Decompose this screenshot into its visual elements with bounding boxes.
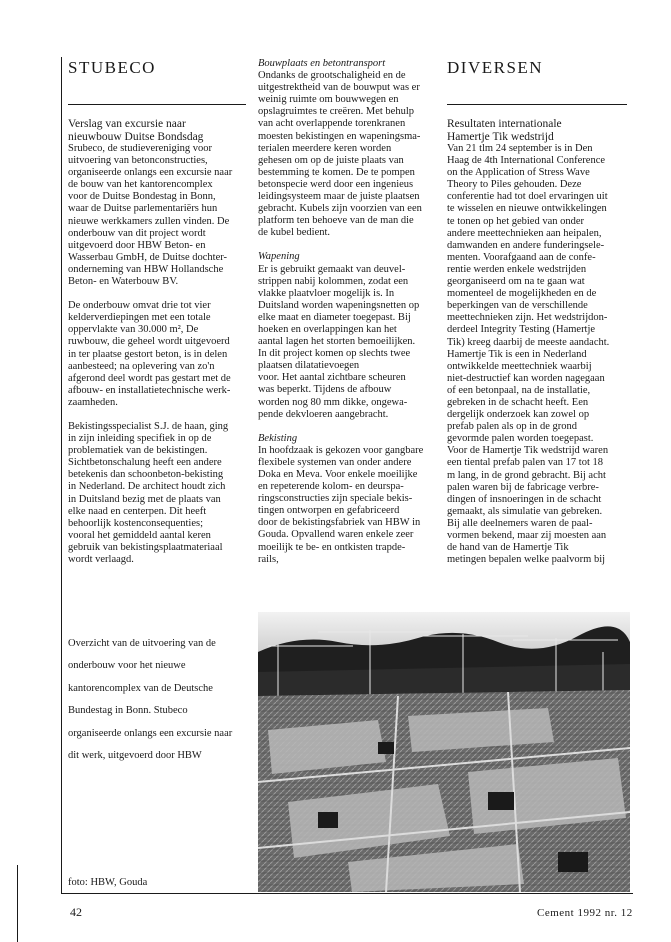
text-line: organiseerde onlangs een excursie naar bbox=[68, 727, 233, 739]
text-line: dergelijk onderzoek kan zowel op bbox=[447, 409, 590, 421]
text-line: pende dekvloeren aangebracht. bbox=[258, 408, 389, 420]
text-line: derdeel Integrity Testing (Hamertje bbox=[447, 324, 596, 336]
text-line: door de bekistingsfabriek van HBW in bbox=[258, 517, 421, 529]
text-line: voor. Het aantal zichtbare scheuren bbox=[258, 372, 406, 384]
paragraph-gap bbox=[68, 288, 253, 300]
text-line: rails, bbox=[258, 553, 279, 565]
text-line: zaamheden. bbox=[68, 396, 118, 408]
text-line: worden nog 80 mm dikke, ongewa- bbox=[258, 396, 408, 408]
text-line: menten. Voorafgaand aan de confe- bbox=[447, 251, 596, 263]
paragraph-intro bbox=[68, 143, 253, 288]
text-line: strippen nabij kolommen, zodat een bbox=[258, 275, 409, 287]
frame-bottom-line bbox=[61, 893, 633, 894]
text-line: in zijn inleiding specifiek in op de bbox=[68, 433, 212, 445]
text-line: on the Application of Stress Wave bbox=[447, 167, 590, 179]
text-line: en repeterende kolom- en deurspa- bbox=[258, 481, 404, 493]
text-line: te wisselen en nieuwe ontwikkelingen bbox=[447, 203, 607, 215]
text-line: platform ten behoeve van de man die bbox=[258, 215, 414, 227]
text-line: voor de Duitse Bondestag in Bonn, bbox=[68, 191, 216, 203]
paragraph-onderbouw bbox=[68, 300, 253, 409]
text-line: de hand van de Hamertje Tik bbox=[447, 542, 569, 554]
text-line: in Nederland. De architect houdt zich bbox=[68, 481, 226, 493]
text-line: in ter plaatse gestort beton, is in delen bbox=[68, 348, 228, 360]
column-left bbox=[68, 118, 253, 566]
text-line: ontwikkelde meettechniek waarbij bbox=[447, 360, 592, 372]
text-line: Duitsland worden wapeningsnetten op bbox=[258, 299, 420, 311]
text-line: was beperkt. Tijdens de afbouw bbox=[258, 384, 392, 396]
text-line: gemaakt, als simulatie van gebreken. bbox=[447, 505, 603, 517]
frame-left-line bbox=[61, 57, 62, 893]
text-line: opslagruimtes te creëren. Met behulp bbox=[258, 106, 414, 118]
text-line: gebruik van bekistingsplaatmateriaal bbox=[68, 541, 223, 553]
text-line: palen waren bij de fabricage verbre- bbox=[447, 481, 599, 493]
text-line: ringsconstructies zijn speciale bekis- bbox=[258, 493, 413, 505]
paragraph-bekistingsspecialist bbox=[68, 421, 253, 566]
text-line: Hamertje Tik is een in Nederland bbox=[447, 348, 587, 360]
text-line: betonspecie werd door een ingenieus bbox=[258, 178, 414, 190]
text-line: behoorlijk kostenconsequenties; bbox=[68, 517, 204, 529]
text-line: vormen bekend, maar zij moesten aan bbox=[447, 530, 607, 541]
paragraph-wapening bbox=[258, 264, 443, 421]
margin-marker-line bbox=[17, 865, 18, 942]
text-line: De onderbouw omvat drie tot vier bbox=[68, 300, 211, 312]
text-line: niet-destructief kan worden nagegaan bbox=[447, 372, 605, 384]
text-line: elke naad en centerpen. Dit heeft bbox=[68, 505, 207, 517]
article-headline: nieuwbouw Duitse Bondsdag bbox=[68, 130, 204, 143]
text-line: Beton- en Waterbouw BV. bbox=[68, 276, 179, 288]
subheading-wapening: Wapening bbox=[258, 251, 300, 263]
text-line: gevormde palen worden toegepast. bbox=[447, 433, 594, 445]
article-headline: Hamertje Tik wedstrijd bbox=[447, 130, 554, 143]
rule-right-top bbox=[447, 104, 627, 105]
text-line: kelderverdiepingen met een totale bbox=[68, 312, 211, 324]
text-line: problematiek van de bekistingen. bbox=[68, 445, 208, 457]
text-line: plaatsen dilatatievoegen bbox=[258, 360, 360, 372]
paragraph-bouwplaats bbox=[258, 70, 443, 239]
page-number: 42 bbox=[70, 905, 82, 919]
paragraph-gap bbox=[258, 421, 443, 433]
text-line: afgerond deel wordt pas gestart met de bbox=[68, 372, 231, 384]
section-title-stubeco: STUBECO bbox=[68, 58, 156, 77]
text-line: nieuwe werkkamers zullen vinden. De bbox=[68, 215, 230, 227]
text-line: metingen bepalen welke paalvorm bij bbox=[447, 554, 606, 566]
paragraph-bekisting bbox=[258, 445, 443, 566]
text-line: gehesen om op de juiste plaats van bbox=[258, 154, 404, 166]
text-line: wordt verlaagd. bbox=[68, 554, 134, 565]
text-line: andere meettechnieken aan heipalen, bbox=[447, 227, 602, 239]
paragraph-gap bbox=[258, 239, 443, 251]
section-title-diversen: DIVERSEN bbox=[447, 58, 544, 77]
text-line: flexibele systemen van onder andere bbox=[258, 456, 412, 468]
text-line: Haag de 4th International Conference bbox=[447, 155, 606, 167]
text-line: aanbesteed; na oplevering van zo'n bbox=[68, 360, 215, 372]
text-line: Wasserbau GmbH, de Duitse dochter- bbox=[68, 251, 228, 263]
text-line: prefab palen als op in de grond bbox=[447, 421, 578, 433]
subheading-bouwplaats: Bouwplaats en betontransport bbox=[258, 58, 386, 69]
text-line: Voor de Hamertje Tik wedstrijd waren bbox=[447, 445, 609, 457]
text-line: waar de Duitse parlementariërs hun bbox=[68, 203, 218, 215]
text-line: dit werk, uitgevoerd door HBW bbox=[68, 750, 202, 761]
construction-site-photo bbox=[258, 612, 630, 892]
text-line: damwanden en andere funderingsele- bbox=[447, 239, 605, 251]
text-line: een tiental prefab palen van 17 tot 18 bbox=[447, 457, 603, 469]
issue-label: Cement 1992 nr. 12 bbox=[537, 907, 633, 919]
text-line: Theory to Piles gehouden. Deze bbox=[447, 179, 582, 191]
text-line: terialen meerdere keren worden bbox=[258, 142, 392, 154]
text-line: in Duitsland bezig met de plaats van bbox=[68, 493, 221, 505]
text-line: meettechnieken zijn. Het wedstrijdon- bbox=[447, 312, 608, 324]
text-line: momenteel de mogelijkheden en de bbox=[447, 288, 597, 300]
text-line: organiseerde onlangs een excursie naar bbox=[68, 167, 233, 179]
text-line: vlakke plaatvloer mogelijk is. In bbox=[258, 287, 395, 299]
text-line: Tik) kreeg daarbij de meeste aandacht. bbox=[447, 336, 610, 348]
text-line: de bouw van het kantorencomplex bbox=[68, 179, 213, 191]
text-line: m lang, in de grond gebracht. Bij acht bbox=[447, 469, 606, 481]
text-line: elke maat en diameter toegepast. Bij bbox=[258, 311, 411, 323]
text-line: de kubel bedient. bbox=[258, 227, 331, 239]
paragraph-hamertje-tik bbox=[447, 143, 632, 566]
text-line: onderbouw van dit project wordt bbox=[68, 227, 206, 239]
text-line: onderneming van HBW Hollandsche bbox=[68, 263, 224, 275]
text-line: rentie werden enkele wedstrijden bbox=[447, 263, 587, 275]
text-line: weinig ruimte om bouwwegen en bbox=[258, 94, 399, 106]
text-line: beperkingen van de verschillende bbox=[447, 300, 588, 312]
text-line: Ondanks de grootschaligheid en de bbox=[258, 70, 406, 82]
text-line: georganiseerd om na te gaan wat bbox=[447, 276, 585, 288]
text-line: betekenis dan schoonbeton-bekisting bbox=[68, 469, 224, 481]
text-line: leidingsysteem maar de juiste plaatsen bbox=[258, 191, 420, 203]
text-line: te tonen op het gebied van onder bbox=[447, 215, 585, 227]
text-line: Srubeco, de studievereniging voor bbox=[68, 143, 213, 154]
text-line: gebracht. Kubels zijn voorzien van een bbox=[258, 203, 422, 215]
photo-credit: foto: HBW, Gouda bbox=[68, 877, 148, 888]
text-line: Er is gebruikt gemaakt van deuvel- bbox=[258, 263, 406, 275]
photo-caption bbox=[68, 627, 253, 773]
text-line: dingen of insnoeringen in de schacht bbox=[447, 493, 602, 505]
text-line: Bundestag in Bonn. Stubeco bbox=[68, 705, 188, 716]
text-line: Van 21 tlm 24 september is in Den bbox=[447, 143, 593, 154]
text-line: uitvoering van betonconstructies, bbox=[68, 155, 208, 167]
text-line: van acht overlappende torenkranen bbox=[258, 118, 406, 130]
paragraph-gap bbox=[68, 409, 253, 421]
text-line: Sichtbetonschalung heeft een andere bbox=[68, 457, 222, 469]
text-line: bestemming te komen. De te pompen bbox=[258, 166, 415, 178]
column-middle bbox=[258, 58, 443, 566]
article-headline: Resultaten internationale bbox=[447, 118, 562, 130]
column-right bbox=[447, 118, 632, 566]
text-line: Bekistingsspecialist S.J. de haan, ging bbox=[68, 420, 229, 432]
text-line: hoeken en overlappingen kan het bbox=[258, 323, 397, 335]
text-line: Doka en Meva. Voor enkele moeilijke bbox=[258, 469, 418, 480]
text-line: Bij alle deelnemers waren de paal- bbox=[447, 517, 593, 529]
subheading-bekisting: Bekisting bbox=[258, 432, 298, 444]
text-line: vooral het gemiddeld aantal keren bbox=[68, 529, 211, 541]
article-headline: Verslag van excursie naar bbox=[68, 118, 186, 130]
text-line: uitgevoerd door HBW Beton- en bbox=[68, 239, 206, 251]
text-line: onderbouw voor het nieuwe bbox=[68, 660, 186, 671]
text-line: conferentie had tot doel ervaringen uit bbox=[447, 191, 608, 203]
text-line: oppervlakte van 30.000 m², De bbox=[68, 324, 199, 336]
rule-left-top bbox=[68, 104, 246, 105]
text-line: ruwbouw, die geheel wordt uitgevoerd bbox=[68, 336, 230, 348]
text-line: uitgestrektheid van de bouwput was er bbox=[258, 82, 420, 94]
text-line: moeilijk te be- en ontkisten trapde- bbox=[258, 541, 406, 553]
text-line: of een betonpaal, na de installatie, bbox=[447, 384, 591, 396]
text-line: aantal lagen het storten bemoeilijken. bbox=[258, 336, 416, 348]
text-line: In hoofdzaak is gekozen voor gangbare bbox=[258, 444, 424, 456]
text-line: Overzicht van de uitvoering van de bbox=[68, 637, 216, 649]
text-line: gebreken in de schacht heeft. Een bbox=[447, 396, 589, 408]
text-line: tingen ontworpen en gefabriceerd bbox=[258, 505, 400, 517]
text-line: In dit project komen op slechts twee bbox=[258, 348, 411, 360]
text-line: moesten bekistingen en wapeningsma- bbox=[258, 130, 421, 142]
text-line: afbouw- en installatietechnische werk- bbox=[68, 384, 231, 396]
text-line: Gouda. Opvallend waren enkele zeer bbox=[258, 529, 414, 541]
text-line: kantorencomplex van de Deutsche bbox=[68, 682, 213, 694]
